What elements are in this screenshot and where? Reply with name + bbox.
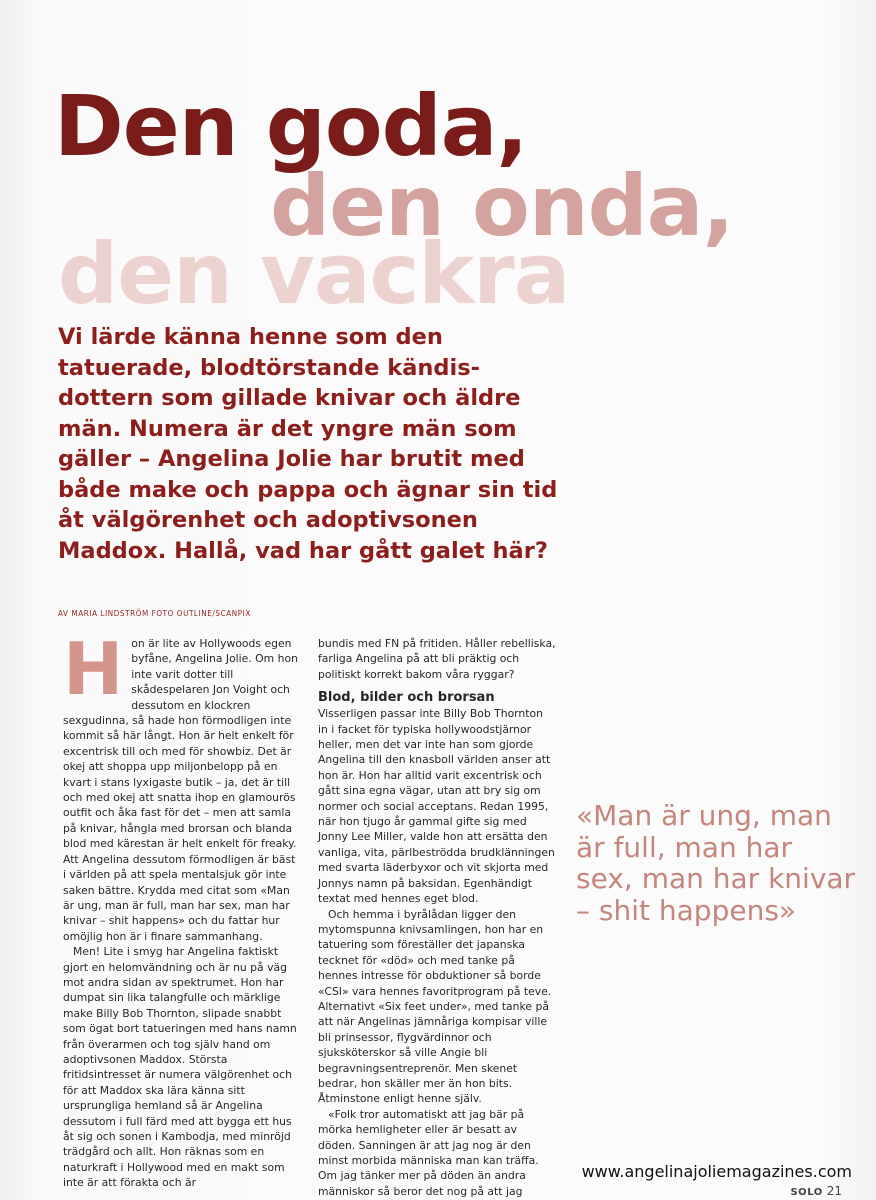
magazine-name: SOLO [790,1187,823,1198]
article-paragraph: Men! Lite i smyg har Angelina faktiskt gjort en helomvändning och är nu på väg mot andra sidan av spektrumet. Hon har dumpat sin lika talangfulle och märklige make Billy Bob Thornton, slipade snabbt som ögat bort tatueringen med hans namn från överarmen och tog själv hand om adoptivsonen Maddox. Största fritidsintresset är numera välgörenhet och för att Maddox ska lära känna sitt ursprungliga hemland så är Angelina dessutom i full färd med att bygga ett hus åt sig och sonen i Kambodja, med minröjd trädgård och allt. Hon räknas som en naturkraft i Hollywood med en makt som inte är att förakta och är [63,945,297,1190]
page-number: 21 [826,1184,842,1198]
article-column-2 [318,636,556,1199]
intro-paragraph: Vi lärde känna henne som den tatuerade, blodtörstande kändisdottern som gillade knivar och äldre män. Numera är det yngre män som gäller – Angelina Jolie har brutit med både make och pappa och ägnar sin tid åt välgörenhet och adoptivsonen Maddox. Hallå, vad har gått galet här? [58,324,558,564]
article-column-1 [63,627,301,1191]
source-url: www.angelinajoliemagazines.com [581,1162,852,1181]
headline-line-2: den onda, [270,157,734,255]
drop-cap: H [63,627,124,711]
page-folio [790,1184,842,1198]
article-paragraph: bundis med FN på fritiden. Håller rebelliska, farliga Angelina på att bli präktig och politiskt korrekt bakom våra ryggar? [318,637,556,681]
article-paragraph-text: on är lite av Hollywoods egen byfåne, Angelina Jolie. Om hon inte varit dotter till skådespelaren Jon Voight och dessutom en klockren sexgudinna, så hade hon förmodligen inte kommit så här långt. Hon är helt enkelt för excentrisk till och med för showbiz. Det är okej att shoppa upp miljonbelopp på en kvart i stans lyxigaste butik – ja, det är till och med okej att snatta ihop en glamourös outfit och åka fast för det – men att samla på knivar, hångla med brorsan och blanda blod med kärestan är helt enkelt för freaky. Att Angelina dessutom förmodligen är bäst i världen på att spela mentalsjuk gör inte saken bättre. Krydda med citat som «Man är ung, man är full, man har sex, man har knivar – shit happens» och du fattar hur omöjlig hon är i finare sammanhang. [63,637,298,943]
article-paragraph: «Folk tror automatiskt att jag bär på mörka hemligheter eller är besatt av döden. Sanningen är att jag nog är den minst morbida människa man kan träffa. Om jag tänker mer på döden än andra människor så beror det nog på att jag [318,1107,539,1198]
article-paragraph: Och hemma i byrålådan ligger den mytomspunna knivsamlingen, hon har en tatuering som föreställer det japanska tecknet för «död» och med tanke på hennes intresse för obduktioner så borde «CSI» vara hennes favoritprogram på teve. Alternativt «Six feet under», med tanke på att när Angelinas jämnåriga kompisar ville bli prinsessor, flygvärdinnor och sjuksköterskor så ville Angie bli begravningsentreprenör. Men skenet bedrar, hon skäller mer än hon bits. Åtminstone enligt henne själv. [318,907,552,1106]
article-paragraph [63,627,301,944]
article-paragraph: Visserligen passar inte Billy Bob Thornton in i facket för typiska hollywoodstjärnor heller, men det var inte han som gjorde Angelina till den knasboll världen anser att hon är. Hon har alltid varit excentrisk och gått sina egna vägar, utan att bry sig om normer och social acceptans. Redan 1995, när hon tjugo år gammal gifte sig med Jonny Lee Miller, valde hon att ersätta den vanliga, vita, pärlbeströdda brudklänningen med svarta läderbyxor och vit skjorta med Jonnys namn på baksidan. Egenhändigt textat med hennes eget blod. [318,707,555,906]
pull-quote: «Man är ung, man är full, man har sex, man har knivar – shit happens» [576,799,856,927]
byline: AV MARIA LINDSTRÖM FOTO OUTLINE/SCANPIX [58,609,251,618]
headline-line-3: den vackra [58,225,570,323]
subheading: Blod, bilder och brorsan [318,690,495,706]
headline-line-1: Den goda, [54,77,528,175]
